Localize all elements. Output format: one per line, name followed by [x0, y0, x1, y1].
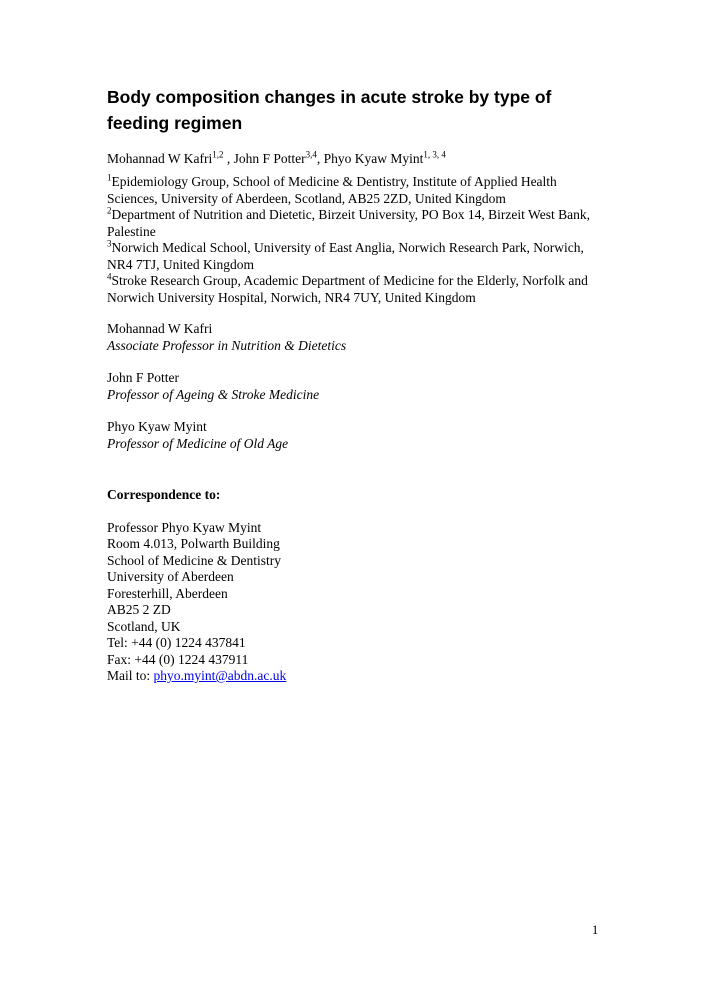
authors-line: [107, 150, 603, 167]
person-block: [107, 419, 603, 452]
affiliation-3-marker: 3: [107, 238, 112, 249]
correspondence-line: Foresterhill, Aberdeen: [107, 585, 228, 601]
correspondence-line: Fax: +44 (0) 1224 437911: [107, 651, 249, 667]
page-number: 1: [592, 923, 599, 937]
person-role: Associate Professor in Nutrition & Dietetics: [107, 337, 347, 353]
person-block: [107, 321, 603, 354]
correspondence-line: Tel: +44 (0) 1224 437841: [107, 635, 246, 650]
affiliation-4-marker: 4: [107, 271, 112, 282]
person-name: Phyo Kyaw Myint: [107, 419, 207, 434]
affiliation-1: [107, 174, 603, 207]
affiliation-2-text: Department of Nutrition and Dietetic, Birzeit University, PO Box 14, Birzeit West Bank, Palestine: [107, 207, 590, 239]
author-2-name: , John F Potter: [223, 151, 306, 166]
person-role: Professor of Ageing & Stroke Medicine: [107, 386, 320, 402]
author-roles-block: [107, 321, 603, 452]
person-name: John F Potter: [107, 370, 180, 385]
correspondence-mail-line: [107, 668, 603, 685]
affiliation-2-marker: 2: [107, 205, 112, 216]
author-1: [107, 151, 223, 166]
correspondence-line: Room 4.013, Polwarth Building: [107, 536, 280, 551]
person-name: Mohannad W Kafri: [107, 321, 213, 336]
correspondence-label: Correspondence to:: [107, 487, 221, 502]
author-2-superscript: 3,4: [305, 149, 317, 160]
person-block: [107, 370, 603, 403]
affiliation-3-text: Norwich Medical School, University of East Anglia, Norwich Research Park, Norwich, NR4 7TJ, United Kingdom: [107, 240, 584, 272]
affiliation-1-text: Epidemiology Group, School of Medicine & Dentistry, Institute of Applied Health Sciences, University of Aberdeen, Scotland, AB25 2ZD, United Kingdom: [107, 174, 557, 206]
correspondence-line: AB25 2 ZD: [107, 602, 171, 617]
correspondence-line: Scotland, UK: [107, 618, 181, 634]
author-1-name: Mohannad W Kafri: [107, 151, 213, 166]
page-content: [107, 84, 603, 685]
affiliation-4-text: Stroke Research Group, Academic Department of Medicine for the Elderly, Norfolk and Norwich University Hospital, Norwich, NR4 7UY, United Kingdom: [107, 273, 588, 305]
author-3-name: , Phyo Kyaw Myint: [316, 151, 424, 166]
affiliations-block: [107, 174, 603, 306]
mail-to-label: Mail to:: [107, 668, 154, 683]
author-3: [317, 151, 446, 166]
person-role: Professor of Medicine of Old Age: [107, 435, 289, 451]
correspondence-line: University of Aberdeen: [107, 569, 234, 584]
affiliation-3: [107, 240, 603, 273]
author-2: [223, 151, 316, 166]
correspondence-line: School of Medicine & Dentistry: [107, 552, 281, 568]
affiliation-1-marker: 1: [107, 172, 112, 183]
correspondence-address: [107, 520, 603, 685]
paper-title: Body composition changes in acute stroke by type of feeding regimen: [107, 87, 552, 133]
author-1-superscript: 1,2: [212, 149, 224, 160]
affiliation-4: [107, 273, 603, 306]
correspondence-line: Professor Phyo Kyaw Myint: [107, 519, 262, 535]
author-3-superscript: 1, 3, 4: [423, 149, 446, 160]
email-link[interactable]: phyo.myint@abdn.ac.uk: [153, 668, 287, 683]
affiliation-2: [107, 207, 603, 240]
